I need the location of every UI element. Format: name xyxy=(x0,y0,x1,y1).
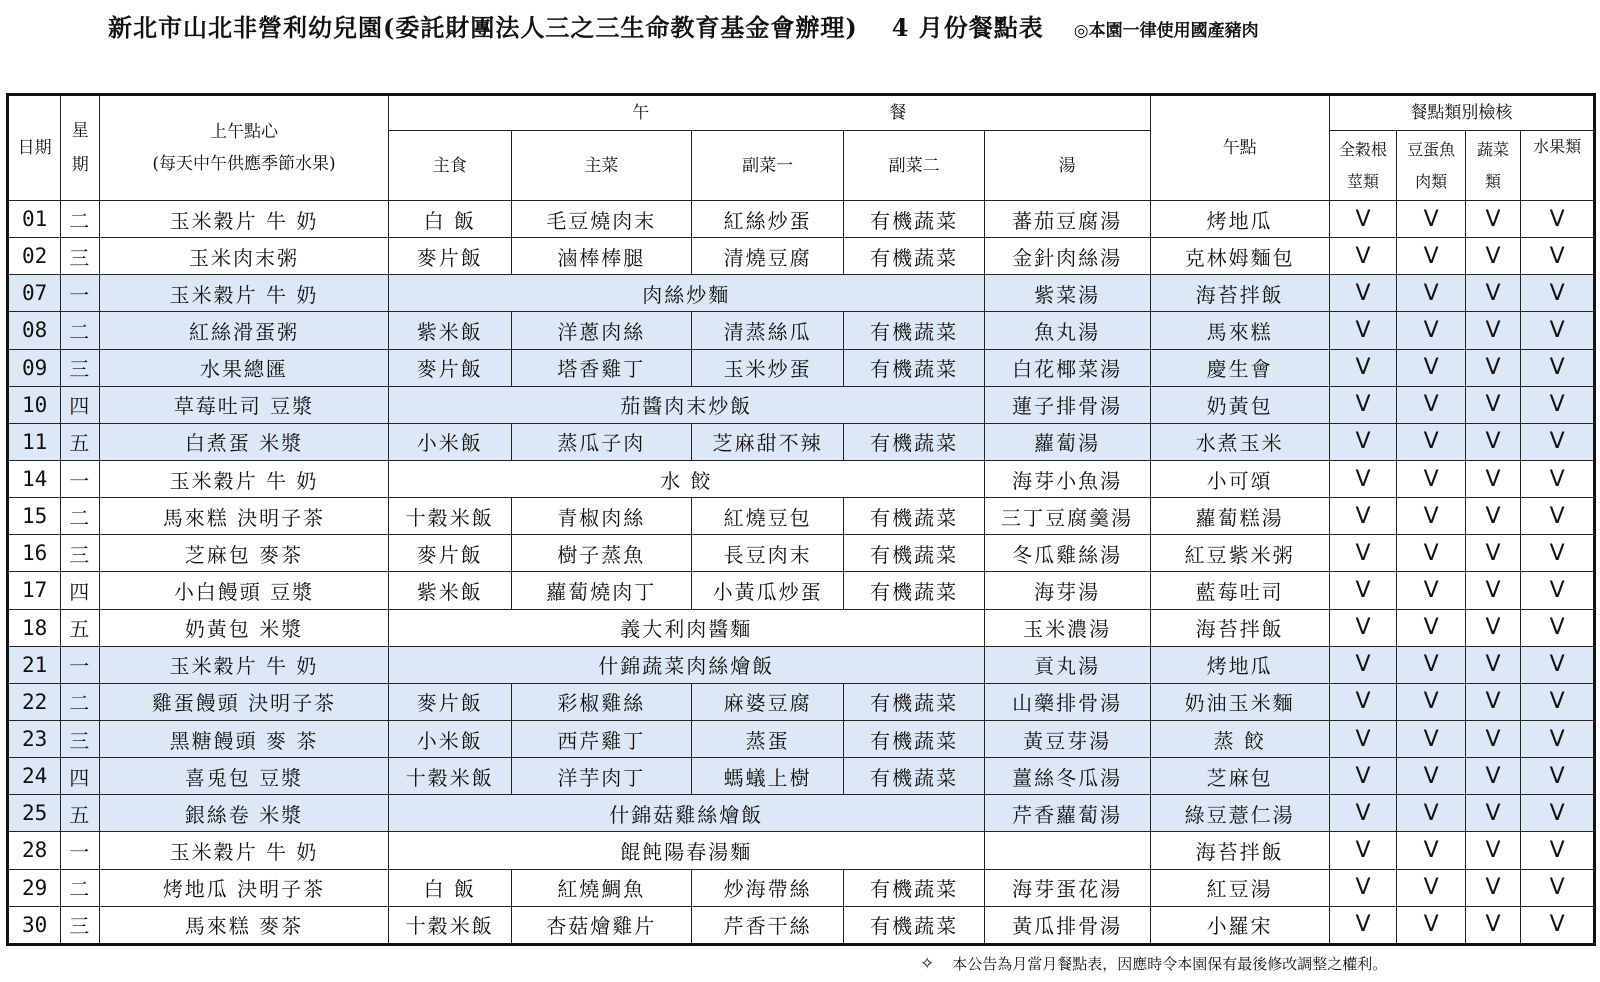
check-grain: V xyxy=(1329,535,1397,572)
check-protein: V xyxy=(1397,906,1466,944)
check-grain: V xyxy=(1329,572,1397,609)
check-fruit: V xyxy=(1521,535,1595,572)
cell-side2: 有機蔬菜 xyxy=(844,238,984,275)
cell-afternoon: 馬來糕 xyxy=(1150,312,1329,349)
check-fruit: V xyxy=(1521,312,1595,349)
check-vegetable: V xyxy=(1465,275,1520,312)
table-row xyxy=(8,201,1595,238)
check-protein: V xyxy=(1397,832,1466,869)
cell-side1: 炒海帶絲 xyxy=(691,869,844,906)
cell-staple: 十穀米飯 xyxy=(388,498,511,535)
table-row xyxy=(8,832,1595,869)
cell-main: 洋芋肉丁 xyxy=(511,758,691,795)
cell-morning-snack: 馬來糕 決明子茶 xyxy=(100,498,389,535)
check-grain: V xyxy=(1329,906,1397,944)
cell-weekday: 三 xyxy=(61,238,100,275)
check-vegetable: V xyxy=(1465,460,1520,497)
check-fruit: V xyxy=(1521,832,1595,869)
cell-side2: 有機蔬菜 xyxy=(844,498,984,535)
check-protein: V xyxy=(1397,201,1466,238)
cell-side1: 蒸蛋 xyxy=(691,720,844,757)
cell-date: 15 xyxy=(8,498,61,535)
cell-side1: 紅絲炒蛋 xyxy=(691,201,844,238)
cell-weekday: 三 xyxy=(61,535,100,572)
cell-main: 紅燒鯛魚 xyxy=(511,869,691,906)
cell-lunch-combined: 什錦蔬菜肉絲燴飯 xyxy=(388,646,984,683)
cell-afternoon: 海苔拌飯 xyxy=(1150,275,1329,312)
cell-staple: 麥片飯 xyxy=(388,535,511,572)
header-check-fruit-l1: 水果類 xyxy=(1533,137,1582,156)
cell-afternoon: 水煮玉米 xyxy=(1150,423,1329,460)
cell-date: 14 xyxy=(8,460,61,497)
cell-staple: 白 飯 xyxy=(388,869,511,906)
table-row xyxy=(8,386,1595,423)
cell-weekday: 一 xyxy=(61,832,100,869)
check-grain: V xyxy=(1329,275,1397,312)
check-protein: V xyxy=(1397,312,1466,349)
table-row xyxy=(8,869,1595,906)
check-grain: V xyxy=(1329,238,1397,275)
header-weekday-text: 星期 xyxy=(71,121,89,175)
header-afternoon: 午點 xyxy=(1150,95,1329,201)
cell-weekday: 五 xyxy=(61,795,100,832)
cell-morning-snack: 草莓吐司 豆漿 xyxy=(100,386,389,423)
cell-main: 滷棒棒腿 xyxy=(511,238,691,275)
check-fruit: V xyxy=(1521,201,1595,238)
cell-afternoon: 小可頌 xyxy=(1150,460,1329,497)
cell-weekday: 二 xyxy=(61,869,100,906)
cell-side1: 紅燒豆包 xyxy=(691,498,844,535)
cell-side1: 麻婆豆腐 xyxy=(691,683,844,720)
cell-side1: 玉米炒蛋 xyxy=(691,349,844,386)
title-month: 4 月份餐點表 xyxy=(891,13,1044,42)
table-row xyxy=(8,609,1595,646)
cell-main: 杏菇燴雞片 xyxy=(511,906,691,944)
cell-main: 毛豆燒肉末 xyxy=(511,201,691,238)
cell-afternoon: 芝麻包 xyxy=(1150,758,1329,795)
header-lunch xyxy=(388,95,1150,131)
check-grain: V xyxy=(1329,201,1397,238)
check-fruit: V xyxy=(1521,720,1595,757)
header-check-protein xyxy=(1397,131,1466,201)
cell-soup: 蕃茄豆腐湯 xyxy=(984,201,1150,238)
cell-afternoon: 烤地瓜 xyxy=(1150,646,1329,683)
check-grain: V xyxy=(1329,349,1397,386)
check-vegetable: V xyxy=(1465,683,1520,720)
check-grain: V xyxy=(1329,498,1397,535)
header-check-fruit xyxy=(1521,131,1595,201)
cell-morning-snack: 黑糖饅頭 麥 茶 xyxy=(100,720,389,757)
check-grain: V xyxy=(1329,646,1397,683)
cell-weekday: 五 xyxy=(61,423,100,460)
check-fruit: V xyxy=(1521,423,1595,460)
cell-weekday: 四 xyxy=(61,386,100,423)
cell-date: 08 xyxy=(8,312,61,349)
cell-afternoon: 海苔拌飯 xyxy=(1150,832,1329,869)
cell-side1: 芹香干絲 xyxy=(691,906,844,944)
check-vegetable: V xyxy=(1465,720,1520,757)
check-vegetable: V xyxy=(1465,238,1520,275)
cell-side2: 有機蔬菜 xyxy=(844,312,984,349)
header-side2: 副菜二 xyxy=(844,131,984,201)
cell-afternoon: 蘿蔔糕湯 xyxy=(1150,498,1329,535)
cell-morning-snack: 玉米穀片 牛 奶 xyxy=(100,646,389,683)
check-protein: V xyxy=(1397,795,1466,832)
check-fruit: V xyxy=(1521,795,1595,832)
header-check-grain-l1: 全穀根 xyxy=(1339,139,1388,159)
check-grain: V xyxy=(1329,758,1397,795)
cell-afternoon: 藍莓吐司 xyxy=(1150,572,1329,609)
header-side1: 副菜一 xyxy=(691,131,844,201)
check-vegetable: V xyxy=(1465,201,1520,238)
check-grain: V xyxy=(1329,869,1397,906)
cell-main: 塔香雞丁 xyxy=(511,349,691,386)
check-protein: V xyxy=(1397,720,1466,757)
check-fruit: V xyxy=(1521,869,1595,906)
cell-soup: 海芽小魚湯 xyxy=(984,460,1150,497)
check-protein: V xyxy=(1397,423,1466,460)
table-row xyxy=(8,349,1595,386)
cell-weekday: 二 xyxy=(61,683,100,720)
cell-side2: 有機蔬菜 xyxy=(844,869,984,906)
table-row xyxy=(8,498,1595,535)
cell-morning-snack: 玉米穀片 牛 奶 xyxy=(100,460,389,497)
cell-side2: 有機蔬菜 xyxy=(844,720,984,757)
cell-soup: 薑絲冬瓜湯 xyxy=(984,758,1150,795)
cell-afternoon: 小羅宋 xyxy=(1150,906,1329,944)
cell-morning-snack: 玉米穀片 牛 奶 xyxy=(100,832,389,869)
check-fruit: V xyxy=(1521,906,1595,944)
table-row xyxy=(8,646,1595,683)
check-vegetable: V xyxy=(1465,386,1520,423)
table-row xyxy=(8,572,1595,609)
cell-date: 23 xyxy=(8,720,61,757)
cell-side1: 螞蟻上樹 xyxy=(691,758,844,795)
cell-staple: 麥片飯 xyxy=(388,683,511,720)
check-protein: V xyxy=(1397,572,1466,609)
check-fruit: V xyxy=(1521,646,1595,683)
check-vegetable: V xyxy=(1465,906,1520,944)
cell-staple: 小米飯 xyxy=(388,423,511,460)
header-check-veg-l1: 蔬菜 xyxy=(1477,139,1510,159)
check-fruit: V xyxy=(1521,349,1595,386)
cell-date: 11 xyxy=(8,423,61,460)
cell-weekday: 一 xyxy=(61,275,100,312)
header-weekday xyxy=(61,95,100,201)
check-vegetable: V xyxy=(1465,312,1520,349)
cell-afternoon: 綠豆薏仁湯 xyxy=(1150,795,1329,832)
cell-morning-snack: 喜兎包 豆漿 xyxy=(100,758,389,795)
cell-soup: 冬瓜雞絲湯 xyxy=(984,535,1150,572)
cell-staple: 紫米飯 xyxy=(388,572,511,609)
table-row xyxy=(8,906,1595,944)
check-grain: V xyxy=(1329,795,1397,832)
check-grain: V xyxy=(1329,460,1397,497)
check-protein: V xyxy=(1397,460,1466,497)
header-staple: 主食 xyxy=(388,131,511,201)
check-fruit: V xyxy=(1521,609,1595,646)
cell-afternoon: 紅豆紫米粥 xyxy=(1150,535,1329,572)
cell-date: 02 xyxy=(8,238,61,275)
cell-soup: 白花椰菜湯 xyxy=(984,349,1150,386)
header-main: 主菜 xyxy=(511,131,691,201)
cell-staple: 麥片飯 xyxy=(388,238,511,275)
table-row xyxy=(8,312,1595,349)
cell-side1: 長豆肉末 xyxy=(691,535,844,572)
table-row xyxy=(8,683,1595,720)
cell-date: 09 xyxy=(8,349,61,386)
check-vegetable: V xyxy=(1465,349,1520,386)
cell-afternoon: 紅豆湯 xyxy=(1150,869,1329,906)
cell-side2: 有機蔬菜 xyxy=(844,349,984,386)
cell-date: 17 xyxy=(8,572,61,609)
footer-notice xyxy=(920,953,1387,974)
cell-weekday: 一 xyxy=(61,646,100,683)
check-protein: V xyxy=(1397,758,1466,795)
cell-afternoon: 海苔拌飯 xyxy=(1150,609,1329,646)
cell-date: 01 xyxy=(8,201,61,238)
check-grain: V xyxy=(1329,312,1397,349)
cell-morning-snack: 玉米穀片 牛 奶 xyxy=(100,275,389,312)
cell-weekday: 三 xyxy=(61,906,100,944)
cell-main: 蒸瓜子肉 xyxy=(511,423,691,460)
check-fruit: V xyxy=(1521,275,1595,312)
cell-main: 洋蔥肉絲 xyxy=(511,312,691,349)
check-fruit: V xyxy=(1521,460,1595,497)
cell-morning-snack: 馬來糕 麥茶 xyxy=(100,906,389,944)
cell-weekday: 二 xyxy=(61,201,100,238)
check-grain: V xyxy=(1329,683,1397,720)
cell-morning-snack: 芝麻包 麥茶 xyxy=(100,535,389,572)
check-fruit: V xyxy=(1521,386,1595,423)
cell-soup: 玉米濃湯 xyxy=(984,609,1150,646)
cell-side2: 有機蔬菜 xyxy=(844,758,984,795)
header-lunch-b: 餐 xyxy=(889,103,907,123)
cell-morning-snack: 銀絲卷 米漿 xyxy=(100,795,389,832)
cell-side1: 清蒸絲瓜 xyxy=(691,312,844,349)
cell-soup: 山藥排骨湯 xyxy=(984,683,1150,720)
check-grain: V xyxy=(1329,832,1397,869)
table-row xyxy=(8,423,1595,460)
cell-soup xyxy=(984,832,1150,869)
check-fruit: V xyxy=(1521,238,1595,275)
cell-staple: 十穀米飯 xyxy=(388,906,511,944)
header-check-vegetable xyxy=(1465,131,1520,201)
cell-lunch-combined: 茄醬肉末炒飯 xyxy=(388,386,984,423)
cell-soup: 紫菜湯 xyxy=(984,275,1150,312)
cell-main: 青椒肉絲 xyxy=(511,498,691,535)
cell-main: 彩椒雞絲 xyxy=(511,683,691,720)
cell-soup: 魚丸湯 xyxy=(984,312,1150,349)
cell-lunch-combined: 義大利肉醬麵 xyxy=(388,609,984,646)
cell-afternoon: 慶生會 xyxy=(1150,349,1329,386)
table-row xyxy=(8,535,1595,572)
check-protein: V xyxy=(1397,498,1466,535)
check-vegetable: V xyxy=(1465,535,1520,572)
cell-weekday: 一 xyxy=(61,460,100,497)
cell-weekday: 二 xyxy=(61,312,100,349)
check-protein: V xyxy=(1397,869,1466,906)
cell-date: 18 xyxy=(8,609,61,646)
cell-staple: 十穀米飯 xyxy=(388,758,511,795)
cell-soup: 蘿蔔湯 xyxy=(984,423,1150,460)
header-date: 日期 xyxy=(8,95,61,201)
table-row xyxy=(8,720,1595,757)
cell-date: 22 xyxy=(8,683,61,720)
cell-morning-snack: 雞蛋饅頭 決明子茶 xyxy=(100,683,389,720)
cell-date: 25 xyxy=(8,795,61,832)
check-protein: V xyxy=(1397,646,1466,683)
cell-weekday: 五 xyxy=(61,609,100,646)
table-row xyxy=(8,275,1595,312)
table-row xyxy=(8,460,1595,497)
cell-lunch-combined: 餛飩陽春湯麵 xyxy=(388,832,984,869)
pork-note: ◎本園一律使用國產豬肉 xyxy=(1073,21,1259,41)
cell-date: 10 xyxy=(8,386,61,423)
cell-morning-snack: 紅絲滑蛋粥 xyxy=(100,312,389,349)
table-row xyxy=(8,238,1595,275)
cell-soup: 芹香蘿蔔湯 xyxy=(984,795,1150,832)
check-vegetable: V xyxy=(1465,869,1520,906)
cell-date: 30 xyxy=(8,906,61,944)
cell-side1: 芝麻甜不辣 xyxy=(691,423,844,460)
cell-soup: 海芽湯 xyxy=(984,572,1150,609)
cell-weekday: 二 xyxy=(61,498,100,535)
cell-lunch-combined: 水 餃 xyxy=(388,460,984,497)
cell-lunch-combined: 什錦菇雞絲燴飯 xyxy=(388,795,984,832)
check-vegetable: V xyxy=(1465,758,1520,795)
table-row xyxy=(8,758,1595,795)
cell-date: 07 xyxy=(8,275,61,312)
cell-side2: 有機蔬菜 xyxy=(844,906,984,944)
check-vegetable: V xyxy=(1465,423,1520,460)
check-grain: V xyxy=(1329,386,1397,423)
cell-afternoon: 奶油玉米麵 xyxy=(1150,683,1329,720)
cell-staple: 紫米飯 xyxy=(388,312,511,349)
cell-side1: 小黃瓜炒蛋 xyxy=(691,572,844,609)
check-fruit: V xyxy=(1521,572,1595,609)
cell-staple: 白 飯 xyxy=(388,201,511,238)
check-fruit: V xyxy=(1521,683,1595,720)
check-vegetable: V xyxy=(1465,498,1520,535)
cell-side2: 有機蔬菜 xyxy=(844,423,984,460)
check-grain: V xyxy=(1329,423,1397,460)
cell-weekday: 三 xyxy=(61,720,100,757)
check-protein: V xyxy=(1397,683,1466,720)
title-text: 新北市山北非營利幼兒園(委託財團法人三之三生命教育基金會辦理) xyxy=(108,13,858,42)
cell-afternoon: 烤地瓜 xyxy=(1150,201,1329,238)
cell-soup: 黃豆芽湯 xyxy=(984,720,1150,757)
check-vegetable: V xyxy=(1465,572,1520,609)
cell-lunch-combined: 肉絲炒麵 xyxy=(388,275,984,312)
cell-afternoon: 奶黃包 xyxy=(1150,386,1329,423)
cell-morning-snack: 水果總匯 xyxy=(100,349,389,386)
cell-soup: 貢丸湯 xyxy=(984,646,1150,683)
cell-main: 樹子蒸魚 xyxy=(511,535,691,572)
cell-morning-snack: 奶黃包 米漿 xyxy=(100,609,389,646)
header-lunch-a: 午 xyxy=(632,103,650,123)
check-protein: V xyxy=(1397,609,1466,646)
header-check-protein-l2: 肉類 xyxy=(1415,171,1448,191)
cell-side1: 清燒豆腐 xyxy=(691,238,844,275)
cell-side2: 有機蔬菜 xyxy=(844,572,984,609)
header-morning-label: 上午點心 xyxy=(210,122,278,142)
header-check: 餐點類別檢核 xyxy=(1329,95,1594,131)
header-check-protein-l1: 豆蛋魚 xyxy=(1407,139,1456,159)
header-check-grain-l2: 莖類 xyxy=(1347,171,1380,191)
check-fruit: V xyxy=(1521,498,1595,535)
check-fruit: V xyxy=(1521,758,1595,795)
cell-soup: 三丁豆腐羹湯 xyxy=(984,498,1150,535)
cell-staple: 小米飯 xyxy=(388,720,511,757)
cell-date: 28 xyxy=(8,832,61,869)
footer-text: 本公告為月當月餐點表，因應時令本園保有最後修改調整之權利。 xyxy=(952,955,1388,973)
check-grain: V xyxy=(1329,720,1397,757)
cell-main: 西芹雞丁 xyxy=(511,720,691,757)
check-protein: V xyxy=(1397,535,1466,572)
cell-main: 蘿蔔燒肉丁 xyxy=(511,572,691,609)
cell-side2: 有機蔬菜 xyxy=(844,535,984,572)
cell-date: 29 xyxy=(8,869,61,906)
cell-afternoon: 克林姆麵包 xyxy=(1150,238,1329,275)
cell-morning-snack: 烤地瓜 決明子茶 xyxy=(100,869,389,906)
cell-weekday: 四 xyxy=(61,758,100,795)
menu-table xyxy=(6,93,1596,946)
cell-date: 16 xyxy=(8,535,61,572)
header-morning-sub: (每天中午供應季節水果) xyxy=(152,154,336,174)
cell-soup: 金針肉絲湯 xyxy=(984,238,1150,275)
check-vegetable: V xyxy=(1465,795,1520,832)
cell-weekday: 四 xyxy=(61,572,100,609)
cell-side2: 有機蔬菜 xyxy=(844,683,984,720)
check-protein: V xyxy=(1397,386,1466,423)
cell-side2: 有機蔬菜 xyxy=(844,201,984,238)
header-check-veg-l2: 類 xyxy=(1485,171,1502,191)
cell-morning-snack: 玉米肉末粥 xyxy=(100,238,389,275)
table-row xyxy=(8,795,1595,832)
cell-staple: 麥片飯 xyxy=(388,349,511,386)
sparkle-icon: ✧ xyxy=(920,954,935,974)
cell-date: 24 xyxy=(8,758,61,795)
check-grain: V xyxy=(1329,609,1397,646)
cell-morning-snack: 玉米穀片 牛 奶 xyxy=(100,201,389,238)
header-soup: 湯 xyxy=(984,131,1150,201)
cell-morning-snack: 白煮蛋 米漿 xyxy=(100,423,389,460)
cell-afternoon: 蒸 餃 xyxy=(1150,720,1329,757)
cell-soup: 海芽蛋花湯 xyxy=(984,869,1150,906)
cell-morning-snack: 小白饅頭 豆漿 xyxy=(100,572,389,609)
cell-soup: 蓮子排骨湯 xyxy=(984,386,1150,423)
header-check-grain xyxy=(1329,131,1397,201)
check-protein: V xyxy=(1397,275,1466,312)
check-vegetable: V xyxy=(1465,832,1520,869)
cell-date: 21 xyxy=(8,646,61,683)
menu-body xyxy=(8,201,1595,945)
cell-weekday: 三 xyxy=(61,349,100,386)
page-title xyxy=(108,8,1259,43)
check-vegetable: V xyxy=(1465,646,1520,683)
check-vegetable: V xyxy=(1465,609,1520,646)
header-morning-snack xyxy=(100,95,389,201)
cell-soup: 黃瓜排骨湯 xyxy=(984,906,1150,944)
check-protein: V xyxy=(1397,238,1466,275)
check-protein: V xyxy=(1397,349,1466,386)
